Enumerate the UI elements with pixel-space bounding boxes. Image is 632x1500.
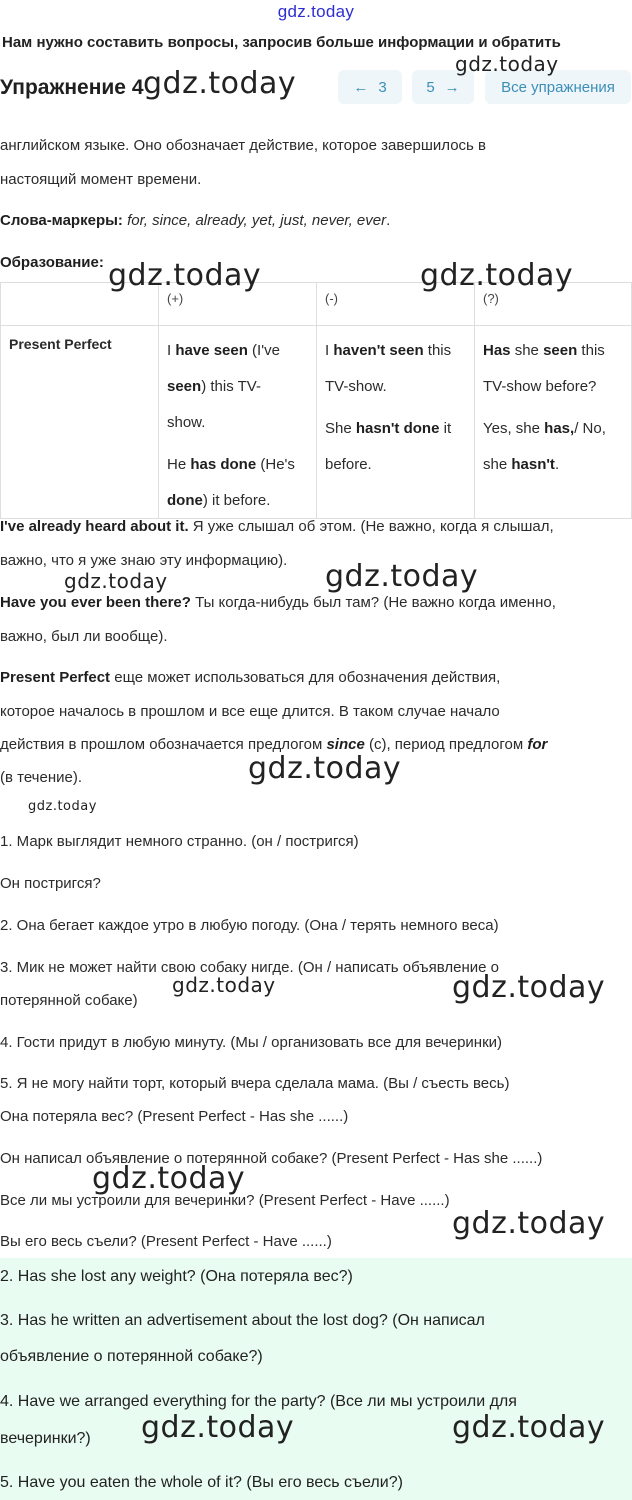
prev-exercise-label: 3 xyxy=(378,78,387,96)
markers-line xyxy=(0,204,390,238)
watermark: gdz.today xyxy=(455,52,559,76)
markers-label: Слова-маркеры: xyxy=(0,212,123,229)
task-item: 3. Мик не может найти свою собаку нигде. (Он / написать объявление о xyxy=(0,959,499,976)
explanation-line: (в течение). xyxy=(0,769,83,786)
answer-line: вечеринки?) xyxy=(0,1430,91,1447)
tense-label: Present Perfect xyxy=(1,326,159,519)
watermark: gdz.today xyxy=(64,569,168,593)
theory-line: настоящий момент времени. xyxy=(0,171,202,188)
hint-line: Он написал объявление о потерянной собаке? (Present Perfect - Has she ......) xyxy=(0,1150,543,1167)
answer-line: 3. Has he written an advertisement about the lost dog? (Он написал xyxy=(0,1312,485,1329)
hint-line: Вы его весь съели? (Present Perfect - Have ......) xyxy=(0,1233,332,1250)
task-item: потерянной собаке) xyxy=(0,992,138,1009)
exercise-title: Упражнение 4 xyxy=(0,76,144,99)
watermark: gdz.today xyxy=(452,1410,606,1445)
answers-panel xyxy=(0,1258,632,1500)
hint-line: Она потеряла вес? (Present Perfect - Has she ......) xyxy=(0,1108,349,1125)
watermark: gdz.today xyxy=(92,1161,246,1196)
explanation-line: Present Perfect еще может использоваться для обозначения действия, xyxy=(0,669,501,686)
all-exercises-button[interactable]: Все упражнения xyxy=(485,70,631,104)
negative-cell: I haven't seen this TV-show. She hasn't done it before. xyxy=(317,326,475,519)
positive-cell: I have seen (I've seen) this TV- show. He has done (He's done) it before. xyxy=(159,326,317,519)
question-cell: Has she seen this TV-show before? Yes, she has,/ No, she hasn't. xyxy=(475,326,632,519)
arrow-right-icon: → xyxy=(444,78,460,96)
watermark: gdz.today xyxy=(325,559,479,594)
answer-line: 4. Have we arranged everything for the party? (Все ли мы устроили для xyxy=(0,1393,517,1410)
task-item: 5. Я не могу найти торт, который вчера сделала мама. (Вы / съесть весь) xyxy=(0,1075,510,1092)
watermark: gdz.today xyxy=(141,1410,295,1445)
task-item: 2. Она бегает каждое утро в любую погоду. (Она / терять немного веса) xyxy=(0,917,499,934)
watermark: gdz.today xyxy=(248,751,402,786)
hint-line: Все ли мы устроили для вечеринки? (Present Perfect - Have ......) xyxy=(0,1192,450,1209)
example-line: важно, что я уже знаю эту информацию). xyxy=(0,552,288,569)
example-line: Have you ever been there? Ты когда-нибудь был там? (Не важно когда именно, xyxy=(0,594,556,611)
formation-label: Образование: xyxy=(0,254,104,271)
prev-exercise-button[interactable] xyxy=(338,70,402,104)
table-header-cell: (?) xyxy=(475,283,632,326)
watermark: gdz.today xyxy=(172,973,276,997)
grammar-table xyxy=(0,282,632,519)
arrow-left-icon: ← xyxy=(353,78,369,96)
task-item: 1. Марк выглядит немного странно. (он / постригся) xyxy=(0,833,359,850)
task-prompt: Нам нужно составить вопросы, запросив больше информации и обратить xyxy=(2,34,561,51)
task-answer: Он постригся? xyxy=(0,875,101,892)
answer-line: 5. Have you eaten the whole of it? (Вы его весь съели?) xyxy=(0,1474,403,1491)
example-line: важно, был ли вообще). xyxy=(0,628,168,645)
watermark: gdz.today xyxy=(143,66,297,101)
markers-value: for, since, already, yet, just, never, ever xyxy=(127,212,387,229)
watermark: gdz.today xyxy=(28,799,97,814)
markers-end: . xyxy=(386,212,391,229)
table-row xyxy=(1,326,632,519)
table-header-cell: (-) xyxy=(317,283,475,326)
explanation-line: действия в прошлом обозначается предлогом since (с), период предлогом for xyxy=(0,736,548,753)
next-exercise-label: 5 xyxy=(426,78,435,96)
task-item: 4. Гости придут в любую минуту. (Мы / организовать все для вечеринки) xyxy=(0,1034,503,1051)
watermark: gdz.today xyxy=(452,1206,606,1241)
example-line: I've already heard about it. Я уже слышал об этом. (Не важно, когда я слышал, xyxy=(0,518,554,535)
watermark: gdz.today xyxy=(108,258,262,293)
table-header-cell: (+) xyxy=(159,283,317,326)
answer-line: 2. Has she lost any weight? (Она потеряла вес?) xyxy=(0,1268,353,1285)
top-watermark: gdz.today xyxy=(277,2,355,21)
watermark: gdz.today xyxy=(452,970,606,1005)
watermark: gdz.today xyxy=(420,258,574,293)
theory-line: английском языке. Оно обозначает действие, которое завершилось в xyxy=(0,137,486,154)
explanation-line: которое началось в прошлом и все еще длится. В таком случае начало xyxy=(0,703,500,720)
answer-line: объявление о потерянной собаке?) xyxy=(0,1348,263,1365)
